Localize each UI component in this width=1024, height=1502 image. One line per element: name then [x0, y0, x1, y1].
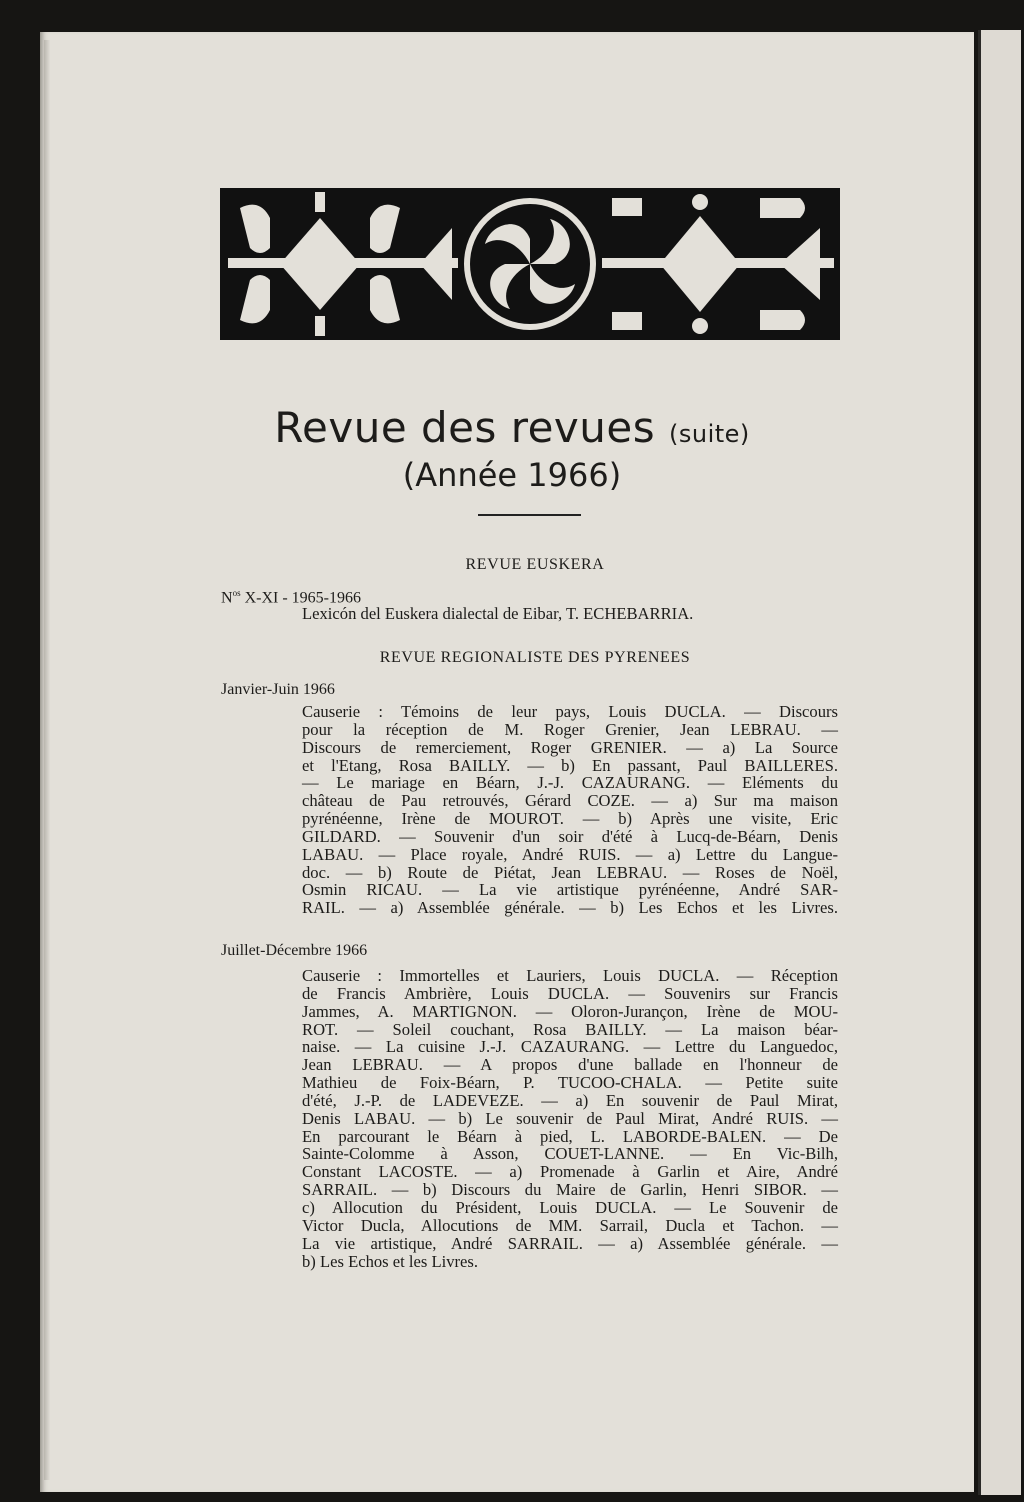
entry-line: doc. — b) Route de Piétat, Jean LEBRAU. — Roses de Noël,	[302, 862, 838, 882]
title-main: Revue des revues	[274, 403, 656, 452]
page-edge	[44, 40, 50, 1480]
entry-line: En parcourant le Béarn à pied, L. LABORDE-BALEN. — De	[302, 1126, 838, 1146]
title-divider	[478, 514, 581, 516]
entry-line: Victor Ducla, Allocutions de MM. Sarrail, Ducla et Tachon. —	[302, 1215, 838, 1235]
section-heading-pyrenees: REVUE REGIONALISTE DES PYRENEES	[379, 649, 691, 666]
period-entries	[302, 967, 838, 1270]
entry-line: ROT. — Soleil couchant, Rosa BAILLY. — La maison béar-	[302, 1019, 838, 1039]
period-label: Juillet-Décembre 1966	[221, 942, 368, 959]
entry-line: naise. — La cuisine J.-J. CAZAURANG. — Lettre du Languedoc,	[302, 1037, 838, 1057]
entry-line: RAIL. — a) Assemblée générale. — b) Les Echos et les Livres.	[302, 898, 838, 918]
entry-line: Mathieu de Foix-Béarn, P. TUCOO-CHALA. — Petite suite	[302, 1073, 838, 1093]
period-entries	[302, 703, 838, 917]
entry-line: de Francis Ambrière, Louis DUCLA. — Souvenirs sur Francis	[302, 983, 838, 1003]
entry-line: c) Allocution du Président, Louis DUCLA. — Le Souvenir de	[302, 1197, 838, 1217]
entry-line: Constant LACOSTE. — a) Promenade à Garlin et Aire, André	[302, 1162, 838, 1182]
entry-line: Jean LEBRAU. — A propos d'une ballade en l'honneur de	[302, 1055, 838, 1075]
section-heading-euskera: REVUE EUSKERA	[465, 556, 605, 573]
issue-sup: os	[232, 588, 241, 598]
entry-line: SARRAIL. — b) Discours du Maire de Garlin, Henri SIBOR. —	[302, 1180, 838, 1200]
entry-line: pour la réception de M. Roger Grenier, Jean LEBRAU. —	[302, 719, 838, 739]
entry-line: Causerie : Témoins de leur pays, Louis DUCLA. — Discours	[302, 702, 838, 721]
entry-line: Denis LABAU. — b) Le souvenir de Paul Mirat, André RUIS. —	[302, 1108, 838, 1128]
entry-line: pyrénéenne, Irène de MOUROT. — b) Après une visite, Eric	[302, 809, 838, 829]
period-label: Janvier-Juin 1966	[221, 681, 335, 698]
entry-line: b) Les Echos et les Livres.	[302, 1251, 479, 1271]
entry-line: Jammes, A. MARTIGNON. — Oloron-Jurançon, Irène de MOU-	[302, 1001, 838, 1021]
entry-line: Discours de remerciement, Roger GRENIER. — a) La Source	[302, 737, 838, 757]
entry-line: Osmin RICAU. — La vie artistique pyrénéenne, André SAR-	[302, 880, 838, 900]
entry-line: Sainte-Colomme à Asson, COUET-LANNE. — En Vic-Bilh,	[302, 1144, 838, 1164]
entry-line: et l'Etang, Rosa BAILLY. — b) En passant, Paul BAILLERES.	[302, 755, 838, 775]
page-title	[0, 403, 1024, 452]
entry-line: Lexicón del Euskera dialectal de Eibar, T. ECHEBARRIA.	[302, 604, 694, 623]
title-year: (Année 1966)	[402, 456, 622, 494]
basque-ornament-banner	[220, 188, 840, 340]
issue-prefix: N	[221, 589, 233, 607]
euskera-entry	[302, 605, 838, 623]
entry-line: — Le mariage en Béarn, J.-J. CAZAURANG. — Eléments du	[302, 773, 838, 793]
entry-line: Causerie : Immortelles et Lauriers, Louis DUCLA. — Réception	[302, 966, 838, 985]
entry-line: LABAU. — Place royale, André RUIS. — a) Lettre du Langue-	[302, 844, 838, 864]
entry-line: GILDARD. — Souvenir d'un soir d'été à Lucq-de-Béarn, Denis	[302, 826, 838, 846]
entry-line: château de Pau retrouvés, Gérard COZE. — a) Sur ma maison	[302, 791, 838, 811]
facing-page-edge	[978, 30, 1021, 1495]
issue-number: X-XI - 1965-1966	[240, 589, 361, 607]
entry-line: d'été, J.-P. de LADEVEZE. — a) En souvenir de Paul Mirat,	[302, 1090, 838, 1110]
title-suite: (suite)	[668, 420, 750, 448]
entry-line: La vie artistique, André SARRAIL. — a) Assemblée générale. —	[302, 1233, 838, 1253]
